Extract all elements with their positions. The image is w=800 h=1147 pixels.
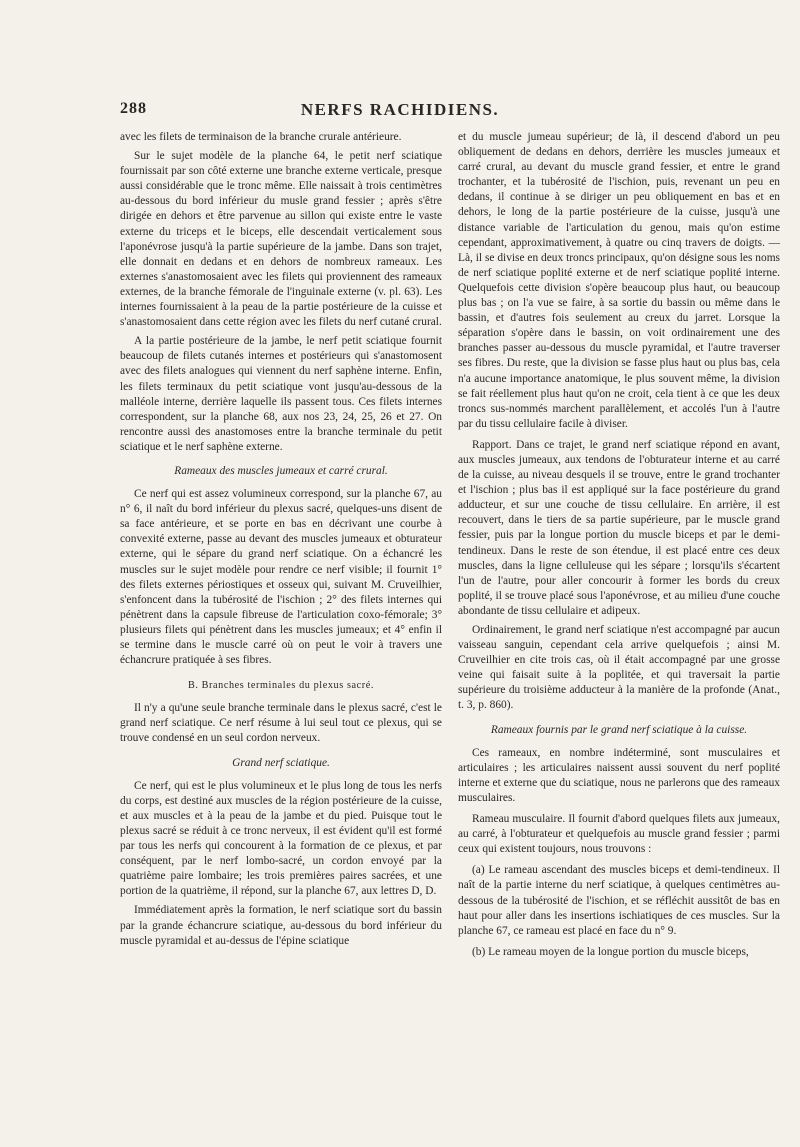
paragraph: Ces rameaux, en nombre indéterminé, sont musculaires et articulaires ; les articulaires naissent aussi souvent du nerf poplité interne et externe que du sciatique, nous ne parlerons que des rameaux musculaires.	[458, 746, 780, 804]
paragraph: (a) Le rameau ascendant des muscles biceps et demi-tendineux. Il naît de la partie interne du nerf sciatique, à quelques centimètres au-dessous de la tubérosité de l'ischion, et se réfléchit aussitôt de bas en haut pour aller dans les insertions ischiatiques de ces muscles. Sur la planche 67, ce rameau est placé en face du n° 9.	[458, 864, 780, 937]
section-heading: B. Branches terminales du plexus sacré.	[187, 680, 375, 692]
paragraph: A la partie postérieure de la jambe, le nerf petit sciatique fournit beaucoup de filets cutanés internes et postérieurs qui s'anastomosent avec des filets analogues qui viennent du nerf saphène interne. Enfin, les filets terminaux du petit sciatique vont jusqu'au-dessous de la malléole interne, derrière laquelle ils passent tous. Ces filets internes correspondent, sur la planche 68, aux nos 23, 24, 25, 26 et 27. On rencontre aussi des anastomoses entre la branche terminale du petit sciatique et le nerf saphène externe.	[120, 335, 442, 453]
section-heading: Rameaux des muscles jumeaux et carré crural.	[174, 464, 388, 477]
right-column	[458, 130, 780, 964]
page-number: 288	[120, 100, 147, 117]
section-heading: Rameaux fournis par le grand nerf sciatique à la cuisse.	[490, 723, 748, 736]
paragraph: Rapport. Dans ce trajet, le grand nerf sciatique répond en avant, aux muscles jumeaux, aux tendons de l'obturateur interne et au carré de la cuisse, au niveau desquels il se trouve, entre le grand trochanter et l'ischion ; plus bas il est appliqué sur la face postérieure du grand adducteur, et sur une couche de tissu cellulaire. En arrière, il est recouvert, dans le tiers de sa partie supérieure, par le muscle grand fessier, puis par la longue portion du muscle biceps et par le demi-tendineux. Dans le reste de son étendue, il est placé entre ces deux muscles, dans la ligne celluleuse qui les sépare ; lorsqu'ils s'écartent l'un de l'autre, pour aller concourir à former les bords du creux poplité, il se trouve placé sous l'aponévrose, et au milieu d'une couche abondante de tissu cellulaire et adipeux.	[458, 438, 780, 617]
paragraph: Ce nerf qui est assez volumineux correspond, sur la planche 67, au n° 6, il naît du bord inférieur du plexus sacré, quelques-uns disent de sa face antérieure, et se porte en bas en décrivant une courbe à convexité externe, passe au devant des muscles jumeaux et obturateur externe, qui le sépare du grand nerf sciatique. On a échancré les muscles sur le sujet modèle pour rendre ce nerf visible; il fournit 1° des filets externes périostiques et osseux qui, suivant M. Cruveilhier, s'enfoncent dans la tubérosité de l'ischion ; 2° des filets internes qui pénètrent dans la capsule fibreuse de l'articulation coxo-fémorale; 3° plusieurs filets qui pénètrent dans les muscles jumeaux; et 4° enfin il se termine dans le muscle carré où on peut le voir à travers une échancrure pratiquée à ses fibres.	[120, 488, 442, 667]
paragraph: Rameau musculaire. Il fournit d'abord quelques filets aux jumeaux, au carré, à l'obturateur et quelquefois au muscle grand fessier ; parmi ceux qui existent toujours, nous trouvons :	[458, 813, 780, 856]
left-column	[120, 130, 442, 953]
paragraph: Ce nerf, qui est le plus volumineux et le plus long de tous les nerfs du corps, est destiné aux muscles de la région postérieure de la cuisse, et aux muscles et à la peau de la jambe et du pied. Puisque tout le plexus sacré se réduit à ce tronc nerveux, il est évident qu'il est formé par tous les nerfs qui concourent à la formation de ce plexus, et par conséquent, par le nerf lombo-sacré, un cordon envoyé par la quatrième paire lombaire; les trois premières paires sacrées, et une portion de la quatrième, il répond, sur la planche 67, aux lettres D, D.	[120, 779, 442, 898]
paragraph: Immédiatement après la formation, le nerf sciatique sort du bassin par la grande échancrure sciatique, au-dessous du bord inférieur du muscle pyramidal et au-dessus de l'épine sciatique	[120, 904, 442, 947]
running-head	[120, 100, 680, 122]
paragraph: (b) Le rameau moyen de la longue portion du muscle biceps,	[472, 945, 749, 958]
paragraph: avec les filets de terminaison de la branche crurale antérieure.	[120, 131, 402, 143]
section-heading: Grand nerf sciatique.	[232, 756, 330, 769]
paragraph: et du muscle jumeau supérieur; de là, il descend d'abord un peu obliquement de dedans en dehors, derrière les muscles jumeaux et carré crural, au devant du muscle grand fessier, et entre le grand trochanter, et la tubérosité de l'ischion, puis, revenant un peu en dedans, il continue à se diriger un peu obliquement en bas et en dehors, le long de la partie postérieure de la cuisse, jusqu'à une distance variable de l'articulation du genou, mais qu'on estime cependant, approximativement, à quatre ou cinq travers de doigts. —Là, il se divise en deux troncs principaux, qu'on désigne sous les noms de nerf sciatique poplité externe et de nerf sciatique poplité interne. Quelquefois cette division s'opère beaucoup plus haut, ou beaucoup plus bas ; on l'a vue se faire, à sa sortie du bassin ou même dans le bassin, et d'autres fois seulement au creux du jarret. Lorsque la séparation s'opère dans le bassin, on voit ordinairement une des branches passer au-dessous du muscle pyramidal, et l'autre traverser ses fibres. Du reste, que la division se fasse plus haut ou plus bas, cela n'a aucune importance anatomique, le plus souvent même, la division se fait réellement plus haut qu'on ne croit, cela tient à ce que les deux troncs sus-nommés marchent parallèlement, et accolés l'un à l'autre par du tissu cellulaire facile à diviser.	[458, 131, 780, 430]
running-title: NERFS RACHIDIENS.	[300, 100, 500, 119]
paragraph: Il n'y a qu'une seule branche terminale dans le plexus sacré, c'est le grand nerf sciatique. Ce nerf résume à lui seul tout ce plexus, qui se trouve condensé en un seul cordon nerveux.	[120, 702, 442, 745]
paragraph: Sur le sujet modèle de la planche 64, le petit nerf sciatique fournissait par son côté externe une branche externe verticale, presque aussi considérable que le tronc même. Elle naissait à trois centimètres au-dessous du bord inférieur du musle grand fessier ; après s'être dirigée en dehors et être parvenue au sillon qui existe entre le vaste externe du triceps et le biceps, elle descendait verticalement sous l'aponévrose jusqu'à la partie supérieure de la jambe. Dans son trajet, elle donnait en dedans et en dehors de nombreux rameaux. Les externes s'anastomosaient avec les filets qui proviennent des rameaux externes, de la branche fémorale de l'inguinale externe (v. pl. 63). Les internes fournissaient à la peau de la partie postérieure de la cuisse et s'anastomosaient dans cette région avec les filets du nerf cutané crural.	[120, 150, 442, 329]
paragraph: Ordinairement, le grand nerf sciatique n'est accompagné par aucun vaisseau sanguin, cependant cela arrive quelquefois ; ainsi M. Cruveilhier en cite trois cas, où il était accompagné par une grosse veine qui faisait suite à la poplitée, et qui traversait la partie supérieure du troisième adducteur à la manière de la profonde (Anat., t. 3, p. 860).	[458, 624, 780, 712]
